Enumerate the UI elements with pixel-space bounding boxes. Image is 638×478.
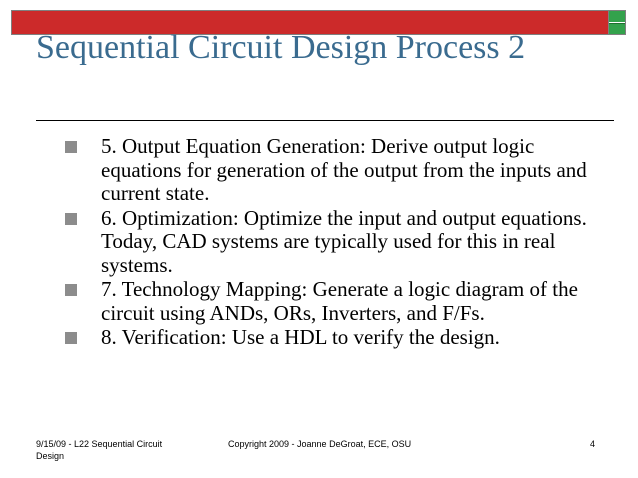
bullet-item bbox=[65, 135, 610, 206]
bullet-item bbox=[65, 207, 610, 278]
bullet-list bbox=[65, 135, 610, 351]
footer-date-lecture: 9/15/09 - L22 Sequential Circuit Design bbox=[36, 439, 163, 461]
square-bullet-icon bbox=[65, 213, 77, 225]
square-bullet-icon bbox=[65, 332, 77, 344]
bullet-item bbox=[65, 278, 610, 325]
bullet-text: 6. Optimization: Optimize the input and output equations. Today, CAD systems are typically used for this in real systems. bbox=[101, 205, 587, 277]
square-bullet-icon bbox=[65, 141, 77, 153]
bullet-item bbox=[65, 326, 610, 350]
footer-copyright: Copyright 2009 - Joanne DeGroat, ECE, OSU bbox=[228, 439, 412, 449]
bullet-text: 5. Output Equation Generation: Derive output logic equations for generation of the output from the inputs and current state. bbox=[101, 134, 587, 205]
square-bullet-icon bbox=[65, 284, 77, 296]
bullet-text: 7. Technology Mapping: Generate a logic diagram of the circuit using ANDs, ORs, Inverters, and F/Fs. bbox=[101, 277, 578, 325]
bullet-text: 8. Verification: Use a HDL to verify the design. bbox=[101, 325, 500, 349]
top-bar-green-segment bbox=[608, 11, 625, 34]
footer-page-number: 4 bbox=[590, 439, 596, 449]
title-divider bbox=[36, 120, 614, 121]
slide-title: Sequential Circuit Design Process 2 bbox=[36, 29, 526, 66]
